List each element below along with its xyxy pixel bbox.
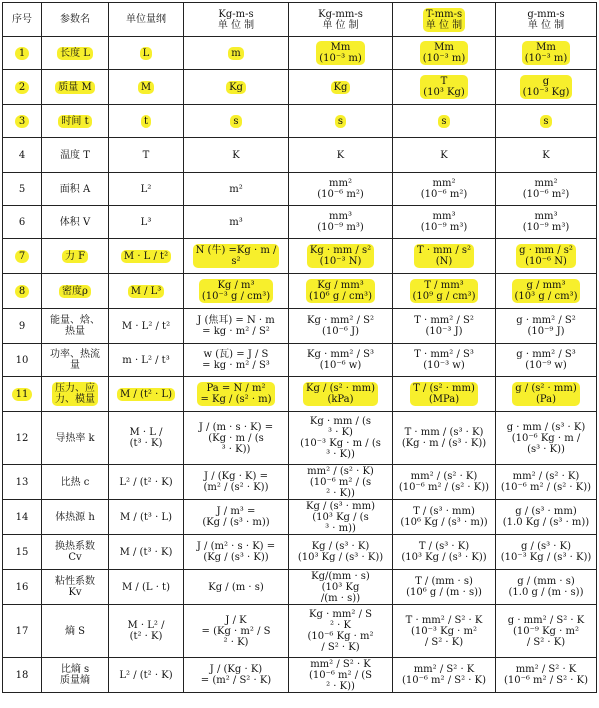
- row-index-cell: [3, 173, 42, 206]
- param-name: 能量、焓、 热量: [50, 315, 100, 337]
- kg-mm-s-unit: Kg · mm² / S³ (10⁻⁶ w): [307, 349, 374, 371]
- row-index: 15: [15, 546, 29, 558]
- t-mm-s-unit-cell: [393, 239, 496, 274]
- dimension-cell: [109, 344, 184, 377]
- kg-m-s-unit: J / m³ = (Kg / (s³ · m)): [202, 506, 270, 528]
- kg-m-s-unit-cell: [184, 70, 289, 105]
- row-index: 14: [15, 511, 29, 523]
- param-name-cell: [42, 658, 109, 693]
- dimension: M / (t³ · K): [119, 546, 173, 558]
- g-mm-s-unit-cell: [496, 37, 597, 70]
- kg-mm-s-unit: Kg / mm³ (10⁶ g / cm³): [309, 280, 372, 302]
- g-mm-s-unit-cell: [496, 605, 597, 658]
- row-index: 3: [15, 115, 29, 128]
- g-mm-s-unit: g / mm³ (10³ g / cm³): [514, 280, 578, 302]
- dimension-cell: [109, 309, 184, 344]
- dimension: t: [143, 115, 149, 127]
- param-name: 体积 V: [59, 216, 91, 228]
- param-name-cell: [42, 377, 109, 412]
- dimension-cell: [109, 377, 184, 412]
- param-name: 长度 L: [60, 47, 90, 59]
- kg-mm-s-unit: mm² / (s² · K) (10⁻⁶ m² / (s ² · K)): [307, 465, 374, 499]
- kg-mm-s-unit-cell: [289, 377, 393, 412]
- dimension-cell: [109, 173, 184, 206]
- row-index: 7: [15, 250, 29, 263]
- dimension: M · L / t²: [123, 250, 169, 262]
- t-mm-s-unit: T · mm² / S³ (10⁻³ w): [414, 349, 474, 371]
- kg-m-s-unit-cell: [184, 173, 289, 206]
- g-mm-s-unit: K: [542, 149, 550, 161]
- g-mm-s-unit-cell: [496, 274, 597, 309]
- dimension: M / L³: [130, 285, 162, 297]
- t-mm-s-unit-cell: [393, 37, 496, 70]
- param-name: 面积 A: [59, 183, 91, 195]
- kg-m-s-unit: w (瓦) = J / S = kg · m² / S³: [202, 349, 270, 371]
- g-mm-s-unit-cell: [496, 239, 597, 274]
- dimension-cell: [109, 70, 184, 105]
- row-index: 12: [15, 432, 29, 444]
- param-name-cell: [42, 138, 109, 173]
- kg-mm-s-unit: s: [337, 115, 344, 127]
- t-mm-s-unit: K: [440, 149, 448, 161]
- g-mm-s-unit: mm² / S² · K (10⁻⁶ m² / S² · K): [503, 664, 589, 686]
- param-name-cell: [42, 37, 109, 70]
- t-mm-s-unit-cell: [393, 344, 496, 377]
- g-mm-s-unit: g · mm / (s³ · K) (10⁻⁶ Kg · m / (s³ · K)): [506, 421, 586, 455]
- t-mm-s-unit-cell: [393, 274, 496, 309]
- kg-mm-s-unit-cell: [289, 605, 393, 658]
- row-index: 17: [15, 625, 29, 637]
- kg-m-s-unit-cell: [184, 570, 289, 605]
- row-index-cell: [3, 500, 42, 535]
- row-index-cell: [3, 138, 42, 173]
- row-index: 8: [15, 285, 29, 298]
- row-index-cell: [3, 535, 42, 570]
- kg-m-s-unit-cell: [184, 535, 289, 570]
- t-mm-s-unit: s: [441, 115, 447, 127]
- t-mm-s-unit: mm² (10⁻⁶ m²): [420, 178, 468, 200]
- param-name: 比热 c: [60, 476, 90, 488]
- kg-mm-s-unit: Kg · mm² / S² (10⁻⁶ J): [307, 315, 374, 337]
- t-mm-s-unit-cell: [393, 500, 496, 535]
- param-name-cell: [42, 535, 109, 570]
- table-row: [3, 535, 597, 570]
- table-row: [3, 500, 597, 535]
- kg-m-s-unit: J / (m² · s · K) = (Kg / (s³ · K)): [196, 541, 276, 563]
- dimension-cell: [109, 105, 184, 138]
- row-index: 13: [15, 476, 29, 488]
- param-name: 导热率 k: [55, 432, 95, 444]
- dimension: L³: [140, 216, 152, 228]
- dimension: L² / (t² · K): [119, 669, 173, 681]
- g-mm-s-unit-cell: [496, 344, 597, 377]
- g-mm-s-unit-cell: [496, 138, 597, 173]
- g-mm-s-unit: g · mm² / S³ (10⁻⁹ w): [516, 349, 576, 371]
- kg-m-s-unit-cell: [184, 37, 289, 70]
- param-name: 熵 S: [64, 625, 86, 637]
- t-mm-s-unit-cell: [393, 412, 496, 465]
- table-row: [3, 465, 597, 500]
- row-index-cell: [3, 37, 42, 70]
- t-mm-s-unit-cell: [393, 658, 496, 693]
- kg-mm-s-unit: Kg / (s³ · mm) (10³ Kg / (s ³ · m)): [305, 500, 376, 534]
- dimension: M: [140, 81, 152, 93]
- t-mm-s-unit: mm² / (s² · K) (10⁻⁶ m² / (s² · K)): [398, 471, 490, 493]
- t-mm-s-unit: T · mm / (s³ · K) (Kg · m / (s³ · K)): [401, 427, 487, 449]
- t-mm-s-unit: Mm (10⁻³ m): [422, 42, 466, 64]
- table-row: [3, 239, 597, 274]
- kg-mm-s-unit: Mm (10⁻³ m): [319, 42, 362, 64]
- dimension: M / (t² · L): [120, 388, 172, 400]
- kg-m-s-unit-cell: [184, 105, 289, 138]
- g-mm-s-unit: g / (s³ · K) (10⁻³ Kg / (s³ · K)): [500, 541, 592, 563]
- t-mm-s-unit-cell: [393, 377, 496, 412]
- kg-mm-s-unit: Kg · mm / s² (10⁻³ N): [309, 245, 372, 267]
- table-row: [3, 274, 597, 309]
- dimension-cell: [109, 570, 184, 605]
- row-index-cell: [3, 70, 42, 105]
- table-row: [3, 570, 597, 605]
- kg-mm-s-unit: Kg/(mm · s) (10³ Kg /(m · s)): [311, 570, 370, 604]
- g-mm-s-unit-cell: [496, 500, 597, 535]
- kg-mm-s-unit-cell: [289, 465, 393, 500]
- t-mm-s-unit: T / (s³ · K) (10³ Kg / (s³ · K)): [401, 541, 487, 563]
- param-name-cell: [42, 605, 109, 658]
- table-row: [3, 206, 597, 239]
- row-index: 16: [15, 581, 29, 593]
- g-mm-s-unit: g · mm² / S² · K (10⁻⁹ Kg · m² / S² · K): [507, 614, 585, 648]
- dimension-cell: [109, 465, 184, 500]
- dimension-cell: [109, 605, 184, 658]
- g-mm-s-unit-cell: [496, 105, 597, 138]
- dimension-cell: [109, 535, 184, 570]
- kg-m-s-unit: J (焦耳) = N · m = kg · m² / S²: [197, 315, 275, 337]
- kg-m-s-unit-cell: [184, 465, 289, 500]
- dimension: m · L² / t³: [122, 354, 170, 366]
- param-name: 体热源 h: [55, 511, 95, 523]
- kg-m-s-unit: K: [232, 149, 240, 161]
- g-mm-s-unit: g (10⁻³ Kg): [522, 76, 570, 98]
- table-body: [3, 37, 597, 693]
- kg-mm-s-unit-cell: [289, 138, 393, 173]
- param-name-cell: [42, 570, 109, 605]
- header-t-mm-s: T-mm-s 单 位 制: [393, 3, 496, 37]
- row-index: 6: [18, 216, 26, 228]
- param-name: 温度 T: [60, 149, 90, 161]
- dimension: L² / (t² · K): [119, 476, 173, 488]
- dimension: M / (L · t): [122, 581, 170, 593]
- kg-m-s-unit-cell: [184, 274, 289, 309]
- row-index: 4: [18, 149, 26, 161]
- kg-mm-s-unit: mm² (10⁻⁶ m²): [317, 178, 364, 200]
- row-index: 9: [18, 320, 26, 332]
- g-mm-s-unit: mm³ (10⁻⁹ m³): [522, 211, 570, 233]
- t-mm-s-unit: T / (s² · mm) (MPa): [413, 383, 475, 405]
- row-index-cell: [3, 605, 42, 658]
- t-mm-s-unit: T · mm / s² (N): [416, 245, 472, 267]
- kg-m-s-unit-cell: [184, 500, 289, 535]
- kg-mm-s-unit: Kg · mm² / S ² · K (10⁻⁶ Kg · m² / S² · K): [307, 609, 374, 653]
- t-mm-s-unit-cell: [393, 535, 496, 570]
- table-row: [3, 658, 597, 693]
- table-row: [3, 37, 597, 70]
- g-mm-s-unit: mm² (10⁻⁶ m²): [522, 178, 570, 200]
- kg-mm-s-unit: mm² / S² · K (10⁻⁶ m² / (S ² · K)): [308, 658, 373, 692]
- kg-m-s-unit: m³: [229, 216, 243, 228]
- g-mm-s-unit: Mm (10⁻³ m): [524, 42, 568, 64]
- g-mm-s-unit-cell: [496, 465, 597, 500]
- param-name: 功率、热流 量: [50, 349, 100, 371]
- param-name: 密度ρ: [62, 285, 88, 297]
- kg-m-s-unit: J / (m · s · K) = (Kg · m / (s ³ · K)): [198, 421, 274, 455]
- kg-m-s-unit-cell: [184, 605, 289, 658]
- g-mm-s-unit-cell: [496, 173, 597, 206]
- kg-mm-s-unit-cell: [289, 535, 393, 570]
- t-mm-s-unit-cell: [393, 465, 496, 500]
- table-row: [3, 605, 597, 658]
- row-index: 18: [15, 669, 29, 681]
- dimension-cell: [109, 37, 184, 70]
- row-index-cell: [3, 344, 42, 377]
- table-row: [3, 105, 597, 138]
- t-mm-s-unit: T / mm³ (10⁹ g / cm³): [412, 280, 476, 302]
- g-mm-s-unit-cell: [496, 570, 597, 605]
- dimension-cell: [109, 138, 184, 173]
- t-mm-s-unit-cell: [393, 206, 496, 239]
- t-mm-s-unit-cell: [393, 570, 496, 605]
- dimension: T: [142, 149, 150, 161]
- t-mm-s-unit: mm² / S² · K (10⁻⁶ m² / S² · K): [401, 664, 487, 686]
- row-index-cell: [3, 309, 42, 344]
- param-name-cell: [42, 239, 109, 274]
- table-row: [3, 173, 597, 206]
- param-name: 力 F: [64, 250, 86, 262]
- kg-m-s-unit: Pa = N / m² = Kg / (s² · m): [200, 383, 272, 405]
- kg-mm-s-unit-cell: [289, 37, 393, 70]
- row-index-cell: [3, 239, 42, 274]
- kg-m-s-unit-cell: [184, 239, 289, 274]
- kg-m-s-unit: N (牛) =Kg · m / s²: [195, 245, 277, 267]
- t-mm-s-unit-cell: [393, 138, 496, 173]
- kg-m-s-unit-cell: [184, 412, 289, 465]
- dimension: M / (t³ · L): [120, 511, 172, 523]
- kg-m-s-unit: J / K = (Kg · m² / S ² · K): [201, 614, 271, 648]
- param-name-cell: [42, 412, 109, 465]
- table-row: [3, 412, 597, 465]
- table-row: [3, 344, 597, 377]
- kg-m-s-unit-cell: [184, 138, 289, 173]
- kg-mm-s-unit-cell: [289, 500, 393, 535]
- header-param-name: 参数名: [42, 3, 109, 37]
- dimension: M · L² / (t² · K): [127, 620, 165, 642]
- table-row: [3, 70, 597, 105]
- g-mm-s-unit: g · mm / s² (10⁻⁶ N): [519, 245, 573, 267]
- dimension-cell: [109, 274, 184, 309]
- param-name: 时间 t: [61, 115, 89, 127]
- kg-mm-s-unit: Kg / (s³ · K) (10³ Kg / (s³ · K)): [297, 541, 384, 563]
- t-mm-s-unit: T · mm² / S² (10⁻³ J): [414, 315, 474, 337]
- dimension-cell: [109, 658, 184, 693]
- row-index: 5: [18, 183, 26, 195]
- param-name-cell: [42, 309, 109, 344]
- row-index: 1: [15, 47, 29, 60]
- kg-mm-s-unit-cell: [289, 344, 393, 377]
- kg-mm-s-unit-cell: [289, 173, 393, 206]
- row-index-cell: [3, 465, 42, 500]
- row-index-cell: [3, 570, 42, 605]
- kg-mm-s-unit-cell: [289, 206, 393, 239]
- kg-mm-s-unit: mm³ (10⁻⁹ m³): [317, 211, 364, 233]
- dimension-cell: [109, 500, 184, 535]
- g-mm-s-unit-cell: [496, 309, 597, 344]
- t-mm-s-unit-cell: [393, 173, 496, 206]
- row-index: 11: [12, 388, 33, 401]
- dimension: M · L² / t²: [121, 320, 171, 332]
- row-index-cell: [3, 412, 42, 465]
- g-mm-s-unit-cell: [496, 377, 597, 412]
- t-mm-s-unit-cell: [393, 105, 496, 138]
- kg-m-s-unit: m: [231, 47, 241, 59]
- g-mm-s-unit: g / (s³ · mm) (1.0 Kg / (s³ · m)): [502, 506, 590, 528]
- param-name-cell: [42, 465, 109, 500]
- kg-m-s-unit: J / (Kg · K) = (m² / (s² · K)): [203, 471, 269, 493]
- header-g-mm-s: g-mm-s 单 位 制: [496, 3, 597, 37]
- t-mm-s-unit: T · mm² / S² · K (10⁻³ Kg · m² / S² · K): [405, 614, 483, 648]
- kg-m-s-unit: s: [233, 115, 239, 127]
- row-index-cell: [3, 274, 42, 309]
- g-mm-s-unit-cell: [496, 70, 597, 105]
- kg-mm-s-unit-cell: [289, 658, 393, 693]
- row-index-cell: [3, 206, 42, 239]
- kg-mm-s-unit: Kg · mm / (s ³ · K) (10⁻³ Kg · m / (s ³ · K)): [300, 416, 381, 460]
- g-mm-s-unit-cell: [496, 535, 597, 570]
- kg-m-s-unit: Kg / m³ (10⁻³ g / cm³): [201, 280, 271, 302]
- kg-mm-s-unit-cell: [289, 309, 393, 344]
- kg-mm-s-unit-cell: [289, 412, 393, 465]
- kg-mm-s-unit: Kg: [333, 81, 348, 93]
- kg-mm-s-unit-cell: [289, 105, 393, 138]
- dimension: L²: [140, 183, 152, 195]
- t-mm-s-unit: T / (mm · s) (10⁶ g / (m · s)): [406, 576, 482, 598]
- param-name-cell: [42, 105, 109, 138]
- param-name-cell: [42, 500, 109, 535]
- g-mm-s-unit: g · mm² / S² (10⁻⁹ J): [516, 315, 576, 337]
- table-row: [3, 309, 597, 344]
- param-name: 粘性系数 Kv: [55, 576, 95, 598]
- t-mm-s-unit-cell: [393, 70, 496, 105]
- kg-m-s-unit-cell: [184, 377, 289, 412]
- kg-mm-s-unit-cell: [289, 570, 393, 605]
- table-row: [3, 377, 597, 412]
- kg-m-s-unit-cell: [184, 344, 289, 377]
- param-name: 比熵 s 质量熵: [60, 664, 90, 686]
- dimension-cell: [109, 412, 184, 465]
- kg-m-s-unit: J / (Kg · K) = (m² / S² · K): [200, 664, 272, 686]
- param-name: 压力、应 力、模量: [55, 383, 95, 405]
- kg-mm-s-unit-cell: [289, 274, 393, 309]
- row-index: 2: [15, 81, 29, 94]
- g-mm-s-unit-cell: [496, 412, 597, 465]
- kg-m-s-unit: m²: [229, 183, 243, 195]
- g-mm-s-unit-cell: [496, 658, 597, 693]
- g-mm-s-unit: s: [543, 115, 549, 127]
- g-mm-s-unit: g / (mm · s) (1.0 g / (m · s)): [508, 576, 584, 598]
- kg-m-s-unit: Kg: [229, 81, 243, 93]
- kg-mm-s-unit: K: [336, 149, 345, 161]
- row-index-cell: [3, 658, 42, 693]
- param-name-cell: [42, 206, 109, 239]
- t-mm-s-unit: T (10³ Kg): [423, 76, 465, 98]
- header-kg-m-s: Kg-m-s 单 位 制: [184, 3, 289, 37]
- dimension: M · L / (t³ · K): [129, 427, 163, 449]
- header-index: 序号: [3, 3, 42, 37]
- kg-mm-s-unit: Kg / (s² · mm) (kPa): [305, 383, 376, 405]
- t-mm-s-unit: T / (s³ · mm) (10⁶ Kg / (s³ · m)): [400, 506, 488, 528]
- kg-m-s-unit-cell: [184, 309, 289, 344]
- kg-m-s-unit: Kg / (m · s): [208, 581, 264, 593]
- t-mm-s-unit: mm³ (10⁻⁹ m³): [420, 211, 468, 233]
- t-mm-s-unit-cell: [393, 605, 496, 658]
- g-mm-s-unit: g / (s² · mm) (Pa): [515, 383, 577, 405]
- param-name-cell: [42, 344, 109, 377]
- param-name: 换热系数 Cv: [55, 541, 95, 563]
- table-header-row: [3, 3, 597, 37]
- kg-m-s-unit-cell: [184, 206, 289, 239]
- row-index-cell: [3, 105, 42, 138]
- table-row: [3, 138, 597, 173]
- param-name-cell: [42, 173, 109, 206]
- dimension: L: [142, 47, 150, 59]
- dimension-cell: [109, 239, 184, 274]
- header-kg-mm-s: Kg-mm-s 单 位 制: [289, 3, 393, 37]
- t-mm-s-unit-cell: [393, 309, 496, 344]
- param-name: 质量 M: [58, 81, 92, 93]
- g-mm-s-unit-cell: [496, 206, 597, 239]
- kg-m-s-unit-cell: [184, 658, 289, 693]
- kg-mm-s-unit-cell: [289, 239, 393, 274]
- g-mm-s-unit: mm² / (s² · K) (10⁻⁶ m² / (s² · K)): [500, 471, 592, 493]
- row-index: 10: [15, 354, 29, 366]
- dimension-cell: [109, 206, 184, 239]
- kg-mm-s-unit-cell: [289, 70, 393, 105]
- header-dimension: 单位量纲: [109, 3, 184, 37]
- row-index-cell: [3, 377, 42, 412]
- unit-system-table: [2, 2, 597, 693]
- param-name-cell: [42, 70, 109, 105]
- param-name-cell: [42, 274, 109, 309]
